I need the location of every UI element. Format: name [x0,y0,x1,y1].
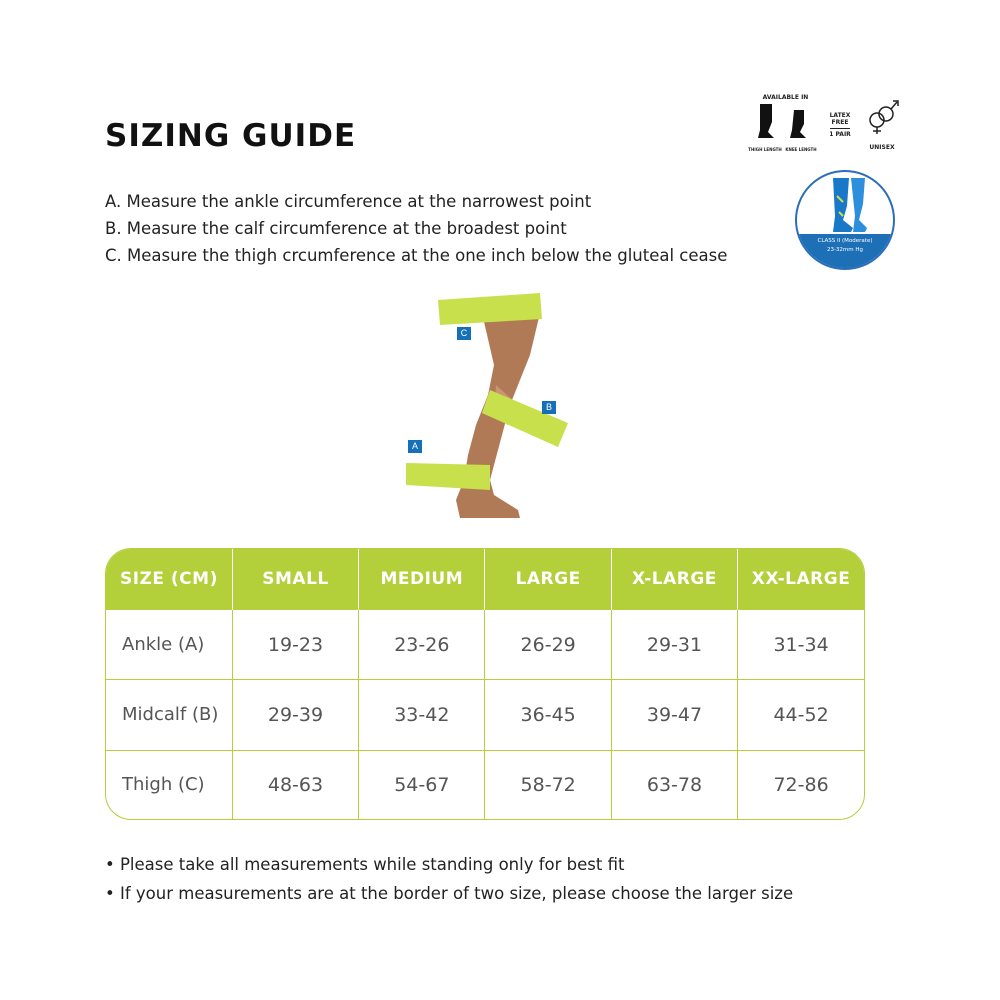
table-cell: 48-63 [232,750,358,819]
class-label: CLASS II (Moderate) [817,238,873,244]
size-table [105,548,865,820]
instruction-calf: B. Measure the calf circumference at the broadest point [105,219,567,238]
table-row [106,750,864,819]
thigh-length-label: THIGH LENGTH [748,147,782,152]
instruction-thigh: C. Measure the thigh crcumference at the one inch below the gluteal cease [105,246,728,265]
table-cell: 39-47 [611,680,737,750]
table-cell: 26-29 [485,610,611,680]
compression-class-badge [795,170,895,270]
pressure-label: 23-32mm Hg [826,247,864,253]
row-label: Midcalf (B) [106,680,232,750]
leg-illustration [390,285,590,525]
knee-length-label: KNEE LENGTH [785,147,817,152]
table-cell: 23-26 [359,610,485,680]
unisex-label: UNISEX [869,144,895,151]
note-standing: • Please take all measurements while standing only for best fit [105,855,625,874]
table-cell: 29-39 [232,680,358,750]
unisex-icon [862,96,902,136]
table-cell: 33-42 [359,680,485,750]
latex-free-label: LATEX FREE [829,112,851,126]
instructions-list [105,188,727,269]
marker-b: B [542,401,556,414]
header-xx-large: XX-LARGE [738,549,864,610]
table-cell: 36-45 [485,680,611,750]
table-header-row [106,549,864,610]
badge-divider [830,128,850,129]
header-medium: MEDIUM [359,549,485,610]
stocking-length-icon [752,102,822,144]
header-x-large: X-LARGE [611,549,737,610]
instruction-ankle: A. Measure the ankle circumference at the narrowest point [105,192,592,211]
one-pair-label: 1 PAIR [829,131,851,138]
row-label: Ankle (A) [106,610,232,680]
product-badges [748,92,908,154]
note-border-size: • If your measurements are at the border of two size, please choose the larger size [105,884,794,903]
header-size: SIZE (CM) [106,549,232,610]
row-label: Thigh (C) [106,750,232,819]
table-cell: 29-31 [611,610,737,680]
stocking-icon [823,176,869,234]
available-in-label: AVAILABLE IN [762,94,809,101]
header-large: LARGE [485,549,611,610]
table-cell: 63-78 [611,750,737,819]
header-small: SMALL [232,549,358,610]
page-title: SIZING GUIDE [105,118,357,154]
table-cell: 44-52 [738,680,864,750]
table-cell: 19-23 [232,610,358,680]
marker-a: A [408,440,422,453]
table-cell: 58-72 [485,750,611,819]
table-row [106,680,864,750]
leg-measurement-illustration [390,285,590,525]
table-cell: 31-34 [738,610,864,680]
notes-list [105,850,793,908]
table-row [106,610,864,680]
table-cell: 72-86 [738,750,864,819]
marker-c: C [457,327,471,340]
table-cell: 54-67 [359,750,485,819]
